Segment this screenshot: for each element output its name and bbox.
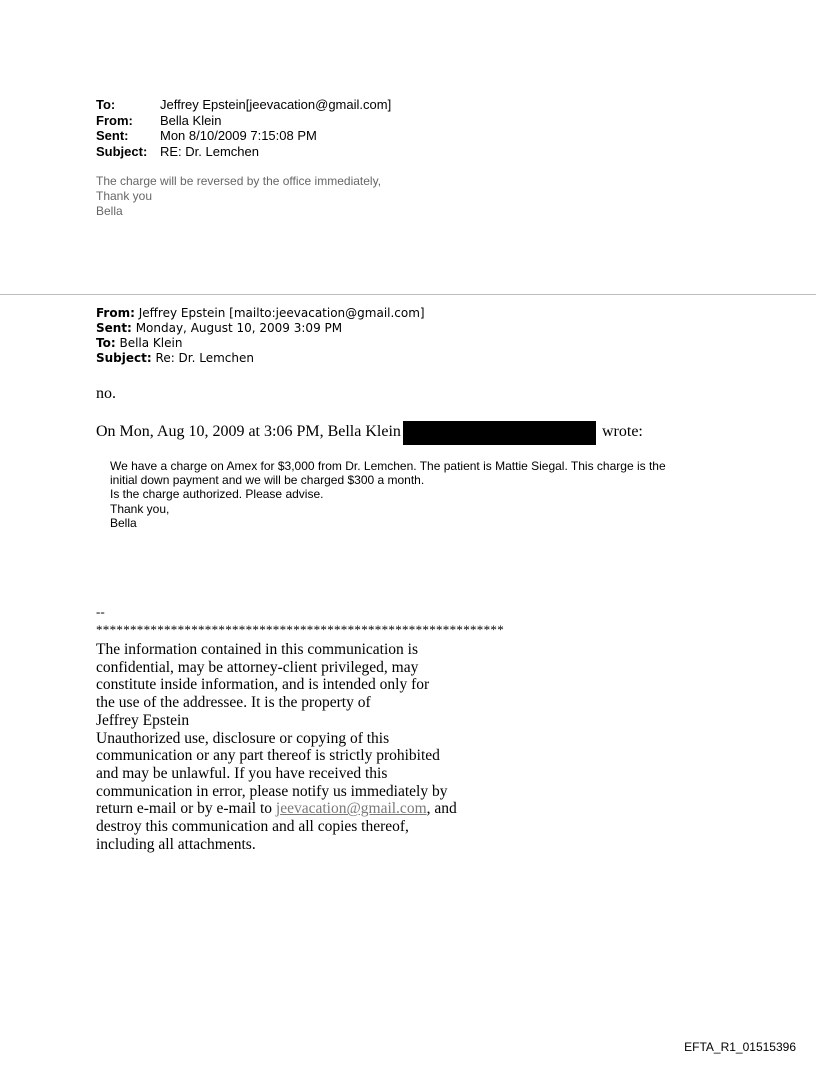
redaction-block [403,421,596,445]
attribution-line [96,423,401,441]
subject-label: Subject: [96,143,148,159]
quoted-line: Thank you, [110,501,170,516]
fwd-from-label: From: [96,306,135,320]
disclaimer-line: destroy this communication and all copies thereof, [96,818,409,836]
attribution-prefix: On Mon, Aug 10, 2009 at 3:06 PM, Bella Klein [96,423,401,440]
signature-dashes: -- [96,604,105,619]
subject-row [96,144,391,160]
signature-stars: ************************************************************ [96,622,504,637]
from-value: Bella Klein [160,112,222,128]
sent-row [96,128,391,144]
sent-label: Sent: [96,128,129,143]
to-value: Jeffrey Epstein[jeevacation@gmail.com] [160,97,392,112]
quoted-line: Is the charge authorized. Please advise. [110,487,324,502]
fwd-to-label: To: [96,336,116,350]
fwd-sent-row [96,321,425,336]
quoted-line: Bella [110,515,137,530]
disclaimer-line: the use of the addressee. It is the property of [96,694,371,712]
fwd-to-row [96,336,425,351]
document-id: EFTA_R1_01515396 [684,1040,796,1054]
disclaimer-line: Jeffrey Epstein [96,711,190,729]
from-row [96,113,391,129]
fwd-subject-value: Re: Dr. Lemchen [155,351,254,365]
body-no: no. [96,385,116,402]
disclaimer-line: communication or any part thereof is strictly prohibited [96,747,440,765]
to-label: To: [96,97,116,112]
fwd-sent-value: Monday, August 10, 2009 3:09 PM [135,321,343,335]
attribution-suffix: wrote: [602,423,643,440]
reply-line: The charge will be reversed by the office immediately, [96,174,382,188]
fwd-to-value: Bella Klein [119,336,183,350]
fwd-sent-label: Sent: [96,321,132,335]
reply-body [96,174,381,219]
reply-line: Thank you [96,189,153,203]
forwarded-header [96,306,425,366]
disclaimer-line: constitute inside information, and is intended only for [96,676,430,694]
disclaimer-line: and may be unlawful. If you have received this [96,764,388,782]
from-label: From: [96,112,133,128]
subject-value: RE: Dr. Lemchen [160,143,259,159]
disclaimer-line: The information contained in this communication is [96,641,418,658]
return-suffix: , and [426,800,457,818]
to-row [96,97,391,113]
quoted-message [110,459,666,530]
fwd-from-value: Jeffrey Epstein [mailto:jeevacation@gmail.com] [138,306,425,320]
disclaimer-return-line [96,800,457,818]
disclaimer-line: confidential, may be attorney-client privileged, may [96,658,419,676]
quoted-line: initial down payment and we will be charged $300 a month. [110,473,425,488]
fwd-subject-label: Subject: [96,351,152,365]
disclaimer-line: communication in error, please notify us immediately by [96,782,448,800]
quoted-line: We have a charge on Amex for $3,000 from Dr. Lemchen. The patient is Mattie Siegal. This charge is the [110,459,666,473]
disclaimer [96,641,457,853]
message-divider [0,294,816,295]
fwd-from-row [96,306,425,321]
sent-value: Mon 8/10/2009 7:15:08 PM [160,128,317,143]
email-link[interactable]: jeevacation@gmail.com [275,800,427,818]
email-header [96,97,391,159]
fwd-subject-row [96,351,425,366]
disclaimer-line: including all attachments. [96,835,256,853]
reply-line: Bella [96,204,123,218]
disclaimer-line: Unauthorized use, disclosure or copying of this [96,729,390,747]
return-prefix: return e-mail or by e-mail to [96,800,276,818]
